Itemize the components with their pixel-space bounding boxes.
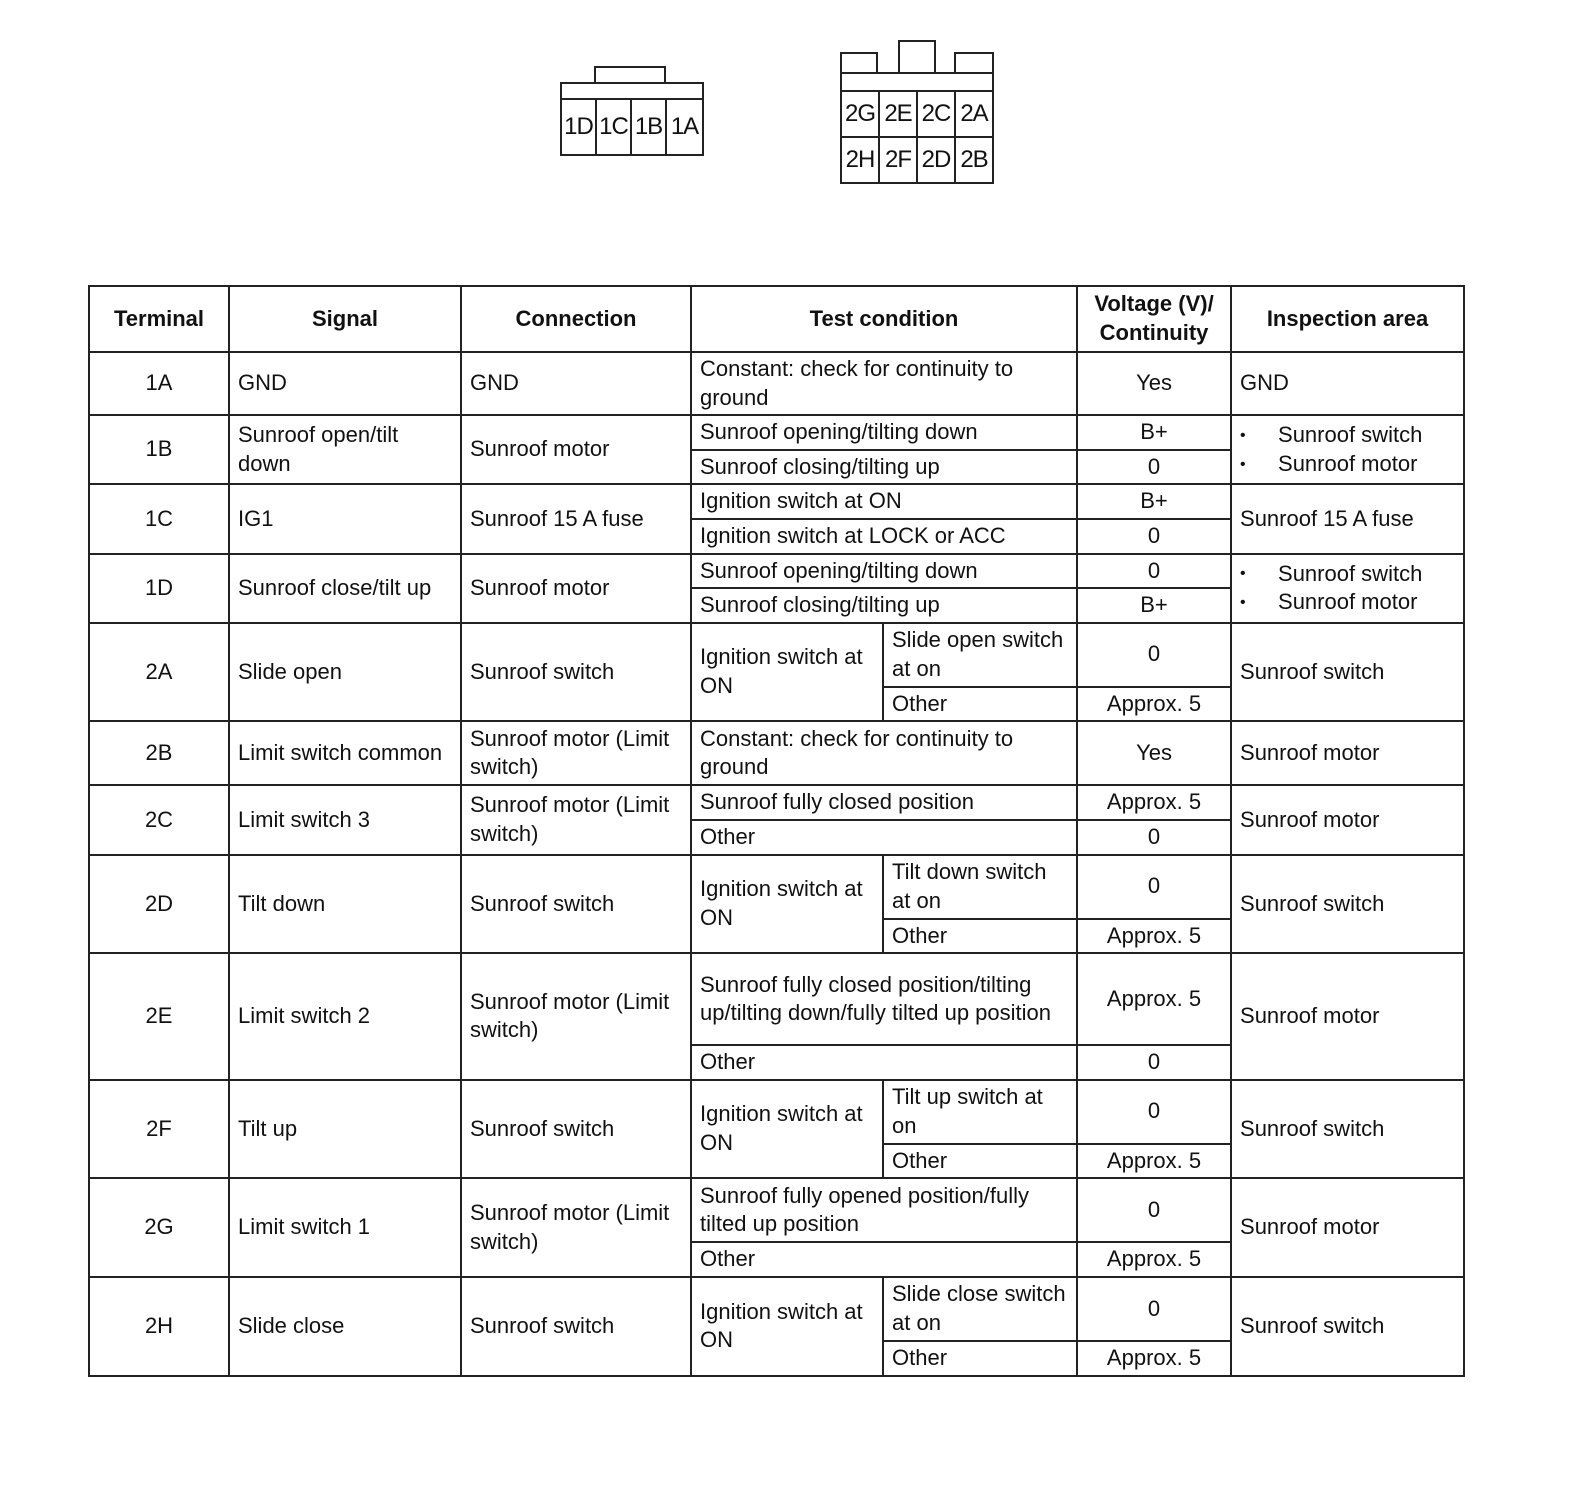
condition-cell: Ignition switch at ON [691, 623, 883, 722]
inspection-cell: Sunroof motor [1231, 721, 1464, 785]
value-cell: Approx. 5 [1077, 919, 1231, 954]
signal-cell: Limit switch 1 [229, 1178, 461, 1277]
value-cell: Yes [1077, 721, 1231, 785]
table-row [89, 623, 1464, 687]
terminal-cell: 2F [89, 1080, 229, 1179]
inspection-cell [1231, 415, 1464, 484]
condition-cell: Sunroof closing/tilting up [691, 450, 1077, 485]
pin-1d: 1D [560, 98, 597, 156]
signal-cell: Sunroof close/tilt up [229, 554, 461, 623]
connection-cell: Sunroof motor (Limit switch) [461, 953, 691, 1080]
condition-cell: Other [691, 820, 1077, 855]
value-cell: Approx. 5 [1077, 687, 1231, 722]
condition-cell: Ignition switch at ON [691, 484, 1077, 519]
pin-1c: 1C [595, 98, 632, 156]
table-row [89, 554, 1464, 589]
signal-cell: GND [229, 352, 461, 415]
header-connection: Connection [461, 286, 691, 352]
terminal-cell: 2G [89, 1178, 229, 1277]
table-row [89, 855, 1464, 919]
value-cell: Yes [1077, 352, 1231, 415]
pin-2b: 2B [954, 136, 994, 184]
inspection-cell: Sunroof 15 A fuse [1231, 484, 1464, 553]
connection-cell: Sunroof 15 A fuse [461, 484, 691, 553]
value-cell: Approx. 5 [1077, 1341, 1231, 1376]
condition-cell: Sunroof fully closed position [691, 785, 1077, 820]
value-cell: 0 [1077, 855, 1231, 919]
inspection-item: • Sunroof motor [1240, 450, 1455, 479]
signal-cell: Sunroof open/tilt down [229, 415, 461, 484]
terminal-inspection-table [88, 285, 1465, 1377]
condition-cell: Constant: check for continuity to ground [691, 721, 1077, 785]
subcondition-cell: Tilt up switch at on [883, 1080, 1077, 1144]
table-header-row [89, 286, 1464, 352]
condition-cell: Sunroof opening/tilting down [691, 554, 1077, 589]
header-voltage: Voltage (V)/ Continuity [1077, 286, 1231, 352]
inspection-cell: Sunroof switch [1231, 1080, 1464, 1179]
value-cell: 0 [1077, 820, 1231, 855]
table-row [89, 721, 1464, 785]
connector-2-tab-right [954, 52, 994, 74]
terminal-cell: 1A [89, 352, 229, 415]
inspection-cell: Sunroof switch [1231, 855, 1464, 954]
pin-1b: 1B [630, 98, 667, 156]
table-row [89, 415, 1464, 450]
condition-cell: Ignition switch at ON [691, 1277, 883, 1376]
condition-cell: Constant: check for continuity to ground [691, 352, 1077, 415]
terminal-cell: 2E [89, 953, 229, 1080]
terminal-cell: 1D [89, 554, 229, 623]
value-cell: Approx. 5 [1077, 1242, 1231, 1277]
value-cell: 0 [1077, 623, 1231, 687]
signal-cell: Slide close [229, 1277, 461, 1376]
condition-cell: Other [691, 1242, 1077, 1277]
value-cell: Approx. 5 [1077, 953, 1231, 1045]
subcondition-cell: Other [883, 687, 1077, 722]
subcondition-cell: Other [883, 1144, 1077, 1179]
table-row [89, 1080, 1464, 1144]
value-cell: 0 [1077, 519, 1231, 554]
table-row [89, 1178, 1464, 1242]
terminal-cell: 2D [89, 855, 229, 954]
terminal-cell: 2H [89, 1277, 229, 1376]
table-row [89, 953, 1464, 1045]
inspection-cell [1231, 554, 1464, 623]
table-row [89, 785, 1464, 820]
pin-2a: 2A [954, 90, 994, 138]
pin-2d: 2D [916, 136, 956, 184]
terminal-cell: 2A [89, 623, 229, 722]
connection-cell: GND [461, 352, 691, 415]
value-cell: 0 [1077, 1178, 1231, 1242]
header-terminal: Terminal [89, 286, 229, 352]
condition-cell: Sunroof opening/tilting down [691, 415, 1077, 450]
connection-cell: Sunroof switch [461, 623, 691, 722]
inspection-cell: Sunroof motor [1231, 953, 1464, 1080]
signal-cell: Tilt down [229, 855, 461, 954]
signal-cell: Limit switch 3 [229, 785, 461, 854]
connection-cell: Sunroof motor (Limit switch) [461, 721, 691, 785]
pin-2g: 2G [840, 90, 880, 138]
inspection-cell: GND [1231, 352, 1464, 415]
table-row [89, 352, 1464, 415]
connection-cell: Sunroof switch [461, 855, 691, 954]
inspection-item: • Sunroof switch [1240, 560, 1455, 589]
inspection-item: • Sunroof switch [1240, 421, 1455, 450]
pin-1a: 1A [665, 98, 704, 156]
connection-cell: Sunroof switch [461, 1277, 691, 1376]
inspection-cell: Sunroof switch [1231, 623, 1464, 722]
value-cell: 0 [1077, 1277, 1231, 1341]
value-cell: B+ [1077, 588, 1231, 623]
connection-cell: Sunroof switch [461, 1080, 691, 1179]
table-row [89, 484, 1464, 519]
subcondition-cell: Slide close switch at on [883, 1277, 1077, 1341]
connector-2-latch [898, 40, 936, 74]
pin-2e: 2E [878, 90, 918, 138]
connection-cell: Sunroof motor [461, 554, 691, 623]
pin-2h: 2H [840, 136, 880, 184]
condition-cell: Ignition switch at ON [691, 855, 883, 954]
signal-cell: Tilt up [229, 1080, 461, 1179]
value-cell: 0 [1077, 1080, 1231, 1144]
condition-cell: Ignition switch at ON [691, 1080, 883, 1179]
connection-cell: Sunroof motor [461, 415, 691, 484]
signal-cell: Slide open [229, 623, 461, 722]
signal-cell: Limit switch common [229, 721, 461, 785]
value-cell: B+ [1077, 484, 1231, 519]
condition-cell: Sunroof fully closed position/tilting up/tilting down/fully tilted up position [691, 953, 1077, 1045]
inspection-item: • Sunroof motor [1240, 588, 1455, 617]
pin-2f: 2F [878, 136, 918, 184]
connection-cell: Sunroof motor (Limit switch) [461, 1178, 691, 1277]
header-test-condition: Test condition [691, 286, 1077, 352]
condition-cell: Sunroof fully opened position/fully tilted up position [691, 1178, 1077, 1242]
terminal-cell: 2C [89, 785, 229, 854]
subcondition-cell: Other [883, 1341, 1077, 1376]
pin-2c: 2C [916, 90, 956, 138]
subcondition-cell: Slide open switch at on [883, 623, 1077, 687]
inspection-cell: Sunroof motor [1231, 1178, 1464, 1277]
connection-cell: Sunroof motor (Limit switch) [461, 785, 691, 854]
connector-2-tab-left [840, 52, 878, 74]
value-cell: Approx. 5 [1077, 785, 1231, 820]
terminal-cell: 1B [89, 415, 229, 484]
header-inspection-area: Inspection area [1231, 286, 1464, 352]
value-cell: Approx. 5 [1077, 1144, 1231, 1179]
value-cell: 0 [1077, 1045, 1231, 1080]
condition-cell: Sunroof closing/tilting up [691, 588, 1077, 623]
subcondition-cell: Other [883, 919, 1077, 954]
connector-2-housing [840, 72, 994, 92]
value-cell: 0 [1077, 450, 1231, 485]
condition-cell: Other [691, 1045, 1077, 1080]
value-cell: B+ [1077, 415, 1231, 450]
terminal-cell: 1C [89, 484, 229, 553]
inspection-cell: Sunroof motor [1231, 785, 1464, 854]
condition-cell: Ignition switch at LOCK or ACC [691, 519, 1077, 554]
inspection-cell: Sunroof switch [1231, 1277, 1464, 1376]
terminal-cell: 2B [89, 721, 229, 785]
signal-cell: Limit switch 2 [229, 953, 461, 1080]
subcondition-cell: Tilt down switch at on [883, 855, 1077, 919]
header-signal: Signal [229, 286, 461, 352]
table-row [89, 1277, 1464, 1341]
value-cell: 0 [1077, 554, 1231, 589]
signal-cell: IG1 [229, 484, 461, 553]
